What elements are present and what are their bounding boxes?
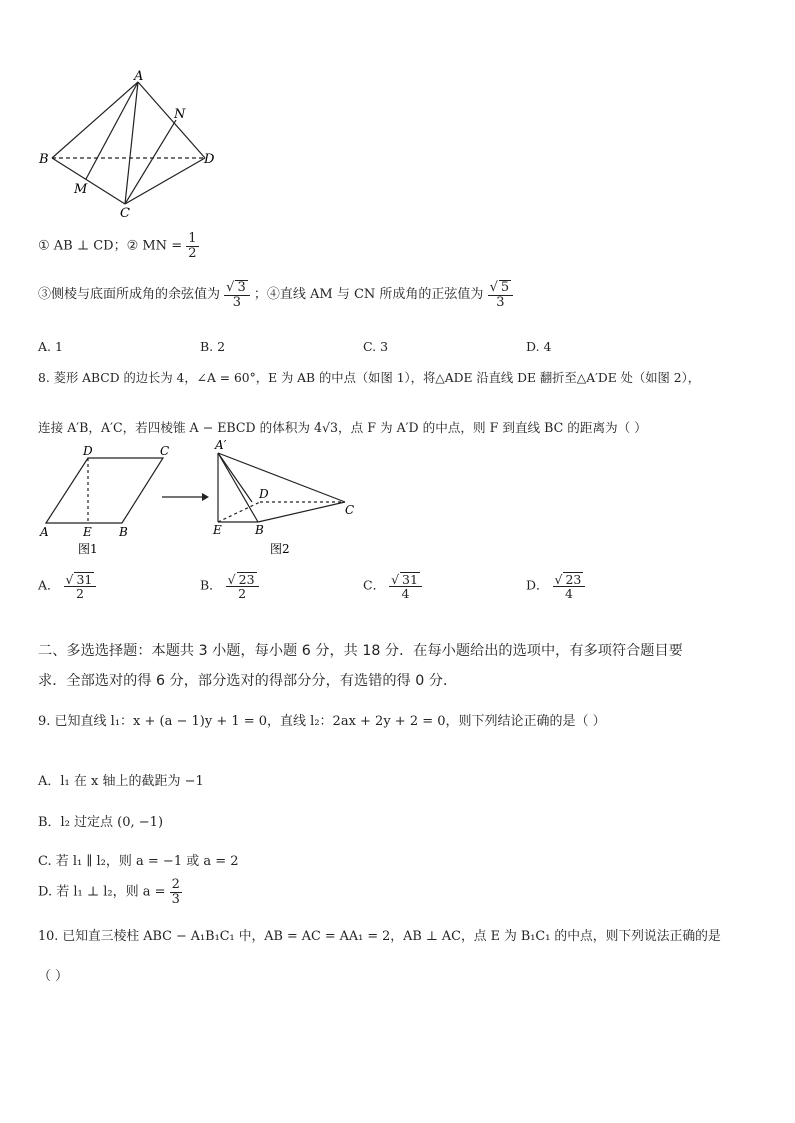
fig1-caption: 图1 bbox=[78, 542, 98, 556]
fig2-e-label: E bbox=[213, 523, 222, 537]
q7-option-c[interactable]: C. 3 bbox=[363, 339, 389, 354]
point-m-label: M bbox=[74, 182, 88, 197]
fig2-caption: 图2 bbox=[270, 542, 290, 556]
point-n-label: N bbox=[174, 107, 186, 122]
q8-option-a[interactable]: A． $\frac{√ 31}{2}$ bbox=[38, 572, 96, 600]
vertex-d-label: D bbox=[204, 152, 215, 167]
q7-option-b[interactable]: B. 2 bbox=[200, 339, 226, 354]
q7-option-a[interactable]: A. 1 bbox=[38, 339, 63, 354]
q9-stem: 9. 已知直线 l₁：x + (a − 1)y + 1 = 0，直线 l₂：2ax + 2y + 2 = 0，则下列结论正确的是（ ） bbox=[38, 714, 606, 729]
fraction-half: $\frac{1}{2}$ bbox=[188, 231, 197, 261]
fig1-a-label: A bbox=[40, 525, 49, 539]
rhombus-figure-1 bbox=[30, 440, 180, 560]
fig2-a-prime-label: A′ bbox=[215, 438, 227, 452]
q9-option-d[interactable]: D. 若 l₁ ⊥ l₂，则 a = $\frac{2}{3}$ bbox=[38, 877, 180, 907]
fig1-d-label: D bbox=[83, 444, 93, 458]
fig2-d-label: D bbox=[259, 487, 269, 501]
q8-stem-line-1: 8. 菱形 ABCD 的边长为 4，∠A = 60°，E 为 AB 的中点（如图 1），将△ADE 沿直线 DE 翻折至△A′DE 处（如图 2）， bbox=[38, 371, 701, 385]
vertex-c-label: C bbox=[120, 206, 130, 221]
q7-option-d[interactable]: D. 4 bbox=[526, 339, 552, 354]
q9-option-b[interactable]: B．l₂ 过定点 (0, −1) bbox=[38, 815, 164, 830]
q8-option-b[interactable]: B． $\frac{√ 23}{2}$ bbox=[200, 572, 259, 600]
tetrahedron-figure bbox=[30, 60, 230, 225]
q10-stem: 10. 已知直三棱柱 ABC − A₁B₁C₁ 中，AB = AC = AA₁ = 2，AB ⊥ AC，点 E 为 B₁C₁ 的中点，则下列说法正确的是 bbox=[38, 929, 721, 944]
q7-statement-1: ① AB ⊥ CD；② MN = $\frac{1}{2}$ bbox=[38, 231, 197, 261]
q9-option-a[interactable]: A．l₁ 在 x 轴上的截距为 −1 bbox=[38, 774, 204, 789]
vertex-b-label: B bbox=[39, 152, 49, 167]
q8-stem-line-2: 连接 A′B，A′C，若四棱锥 A − EBCD 的体积为 4√3，点 F 为 A′D 的中点，则 F 到直线 BC 的距离为（ ） bbox=[38, 420, 647, 435]
fraction-two-thirds: $\frac{2}{3}$ bbox=[171, 877, 180, 907]
arrow-icon bbox=[160, 490, 210, 504]
q9-option-c[interactable]: C. 若 l₁ ∥ l₂，则 a = −1 或 a = 2 bbox=[38, 854, 239, 869]
q10-paren: （ ） bbox=[38, 969, 69, 984]
fig2-b-label: B bbox=[255, 523, 264, 537]
q8-option-d[interactable]: D． $\frac{√ 23}{4}$ bbox=[526, 572, 585, 600]
fig1-e-label: E bbox=[83, 525, 92, 539]
fig2-c-label: C bbox=[345, 503, 355, 517]
pyramid-figure-2 bbox=[205, 435, 365, 560]
q8-option-c[interactable]: C． $\frac{√ 31}{4}$ bbox=[363, 572, 422, 600]
section-2-heading-line-2: 求．全部选对的得 6 分，部分选对的得部分分，有选错的得 0 分． bbox=[38, 673, 458, 689]
fig1-c-label: C bbox=[160, 444, 170, 458]
fraction-sqrt3-over-3: $\frac{√ 3}{3}$ bbox=[224, 280, 250, 309]
fig1-b-label: B bbox=[119, 525, 128, 539]
fraction-sqrt5-over-3: $\frac{√ 5}{3}$ bbox=[488, 280, 514, 309]
vertex-a-label: A bbox=[134, 69, 144, 84]
section-2-heading-line-1: 二、多选选择题：本题共 3 小题，每小题 6 分，共 18 分．在每小题给出的选项中，有多项符合题目要 bbox=[38, 643, 683, 659]
q7-statement-2: ③侧棱与底面所成角的余弦值为 $\frac{√ 3}{3}$ ；④直线 AM 与 CN 所成角的正弦值为 $\frac{√ 5}{3}$ bbox=[38, 280, 513, 309]
